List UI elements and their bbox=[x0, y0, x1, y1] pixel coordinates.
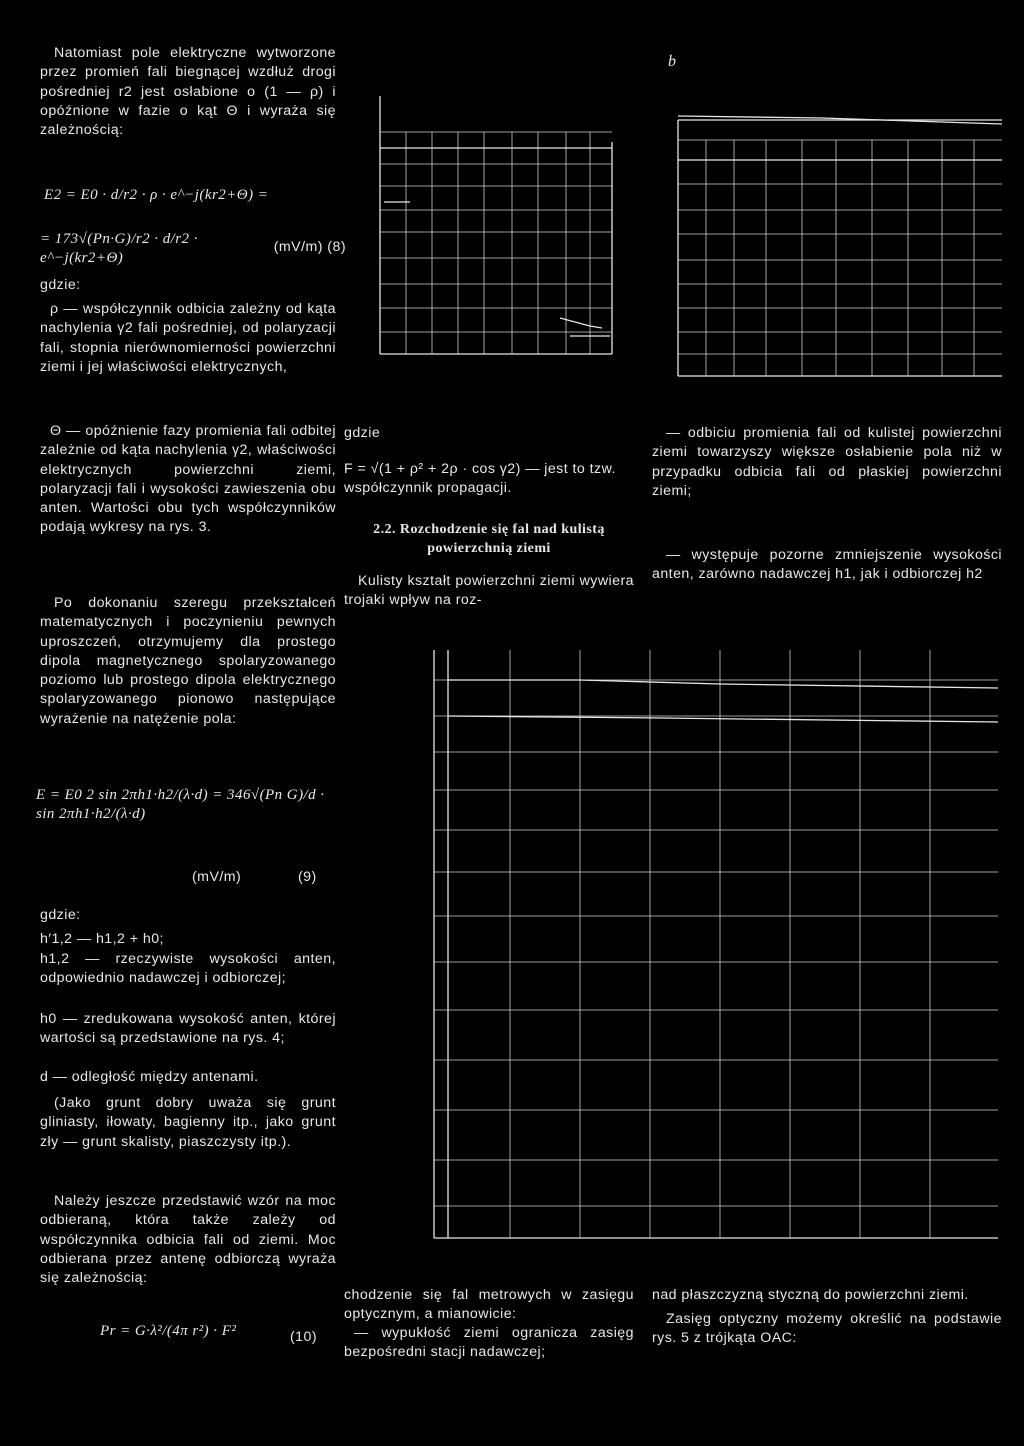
graph-grid-c bbox=[434, 650, 998, 1238]
graph-grid-b bbox=[678, 140, 1002, 376]
bottom-mid-text: chodzenie się fal metrowych w zasięgu optycznym, a mianowicie: bbox=[344, 1287, 634, 1323]
figure-4-graph bbox=[420, 640, 1010, 1250]
h0-definition: h0 — zredukowana wysokość anten, której wartości są przedstawione na rys. 4; bbox=[40, 1011, 336, 1047]
graph-frame-c bbox=[434, 650, 998, 1238]
figure-3b-graph bbox=[672, 94, 1008, 384]
equation-10: Pr = G·λ²/(4π r²) · F² bbox=[100, 1323, 237, 1339]
h-prime-definition: h′1,2 — h1,2 + h0; bbox=[40, 931, 164, 947]
equation-8-line-2: = 173√(Pn·G)/r2 · d/r2 · e^−j(kr2+Θ) bbox=[40, 231, 198, 267]
rho-definition: ρ — współczynnik odbicia zależny od kąta nachylenia γ2 fali pośredniej, od polaryzacji fali, stopnia nierównomierności powierzchni ziemi i jej właściwości elektrycznych, bbox=[40, 301, 336, 375]
h12-definition: h1,2 — rzeczywiste wysokości anten, odpowiednio nadawczej i odbiorczej; bbox=[40, 951, 336, 987]
bottom-mid-item: — wypukłość ziemi ogranicza zasięg bezpośredni stacji nadawczej; bbox=[344, 1325, 634, 1361]
right-item-2: — występuje pozorne zmniejszenie wysokości anten, zarówno nadawczej h1, jak i odbiorczej h2 bbox=[652, 547, 1002, 583]
propagation-factor-definition: F = √(1 + ρ² + 2ρ · cos γ2) — jest to tzw. współczynnik propagacji. bbox=[344, 461, 616, 497]
section-intro: Kulisty kształt powierzchni ziemi wywiera trojaki wpływ na roz- bbox=[344, 573, 634, 609]
equation-8-line-1: E2 = E0 · d/r2 · ρ · e^−j(kr2+Θ) = bbox=[44, 187, 269, 203]
where-label: gdzie: bbox=[40, 277, 81, 293]
graph-frame-a bbox=[380, 96, 612, 354]
soil-note: (Jako grunt dobry uważa się grunt gliniasty, iłowaty, bagienny itp., jako grunt zły — grunt skalisty, piaszczysty itp.). bbox=[40, 1095, 336, 1150]
transform-paragraph: Po dokonaniu szeregu przekształceń matematycznych i poczynieniu pewnych uproszczeń, otrzymujemy dla prostego dipola magnetycznego spolaryzowanego poziomo lub prostego dipola elektrycznego spolaryzowanego pionowo następujące wyrażenie na natężenie pola: bbox=[40, 595, 336, 727]
figure-label-b: b bbox=[668, 53, 677, 70]
intro-paragraph: Natomiast pole elektryczne wytworzone przez promień fali biegnącej wzdłuż drogi pośredniej r2 jest osłabione o (1 — ρ) i opóźnione w fazie o kąt Θ i wyraża się zależnością: bbox=[40, 45, 336, 139]
equation-9-line-1: E = E0 2 sin 2πh1·h2/(λ·d) = 346√(Pn G)/d · sin 2πh1·h2/(λ·d) bbox=[36, 787, 325, 823]
graph-frame-b bbox=[678, 120, 1002, 376]
figure-3a-graph bbox=[370, 92, 620, 382]
equation-10-number: (10) bbox=[290, 1329, 318, 1345]
section-heading: 2.2. Rozchodzenie się fal nad kulistą powierzchnią ziemi bbox=[373, 522, 605, 556]
graph-curves-b bbox=[678, 116, 1002, 160]
received-power-paragraph: Należy jeszcze przedstawić wzór na moc odbieraną, która także zależy od współczynnika odbicia fali od ziemi. Moc odbierana przez antenę odbiorczą wyraża się zależnością: bbox=[40, 1193, 336, 1287]
graph-grid-a bbox=[380, 132, 612, 354]
bottom-right-text-2: Zasięg optyczny możemy określić na podstawie rys. 5 z trójkąta OAC: bbox=[652, 1311, 1002, 1347]
right-item-1: — odbiciu promienia fali od kulistej powierzchni ziemi towarzyszy większe osłabienie pola niż w przypadku odbicia fali od płaskiej powierzchni ziemi; bbox=[652, 425, 1002, 499]
equation-8-unit: (mV/m) (8) bbox=[273, 239, 346, 255]
theta-definition: Θ — opóźnienie fazy promienia fali odbitej zależnie od kąta nachylenia γ2, właściwości elektrycznych powierzchni ziemi, polaryzacji fali i wysokości zawieszenia obu anten. Wartości obu tych współczynników podają wykresy na rys. 3. bbox=[40, 423, 336, 536]
where-label: gdzie bbox=[344, 425, 381, 441]
bottom-right-text-1: nad płaszczyzną styczną do powierzchni ziemi. bbox=[652, 1287, 969, 1303]
where-label: gdzie: bbox=[40, 907, 81, 923]
d-definition: d — odległość między antenami. bbox=[40, 1069, 259, 1085]
equation-9-unit: (mV/m) bbox=[192, 869, 242, 885]
equation-9-number: (9) bbox=[298, 869, 317, 885]
